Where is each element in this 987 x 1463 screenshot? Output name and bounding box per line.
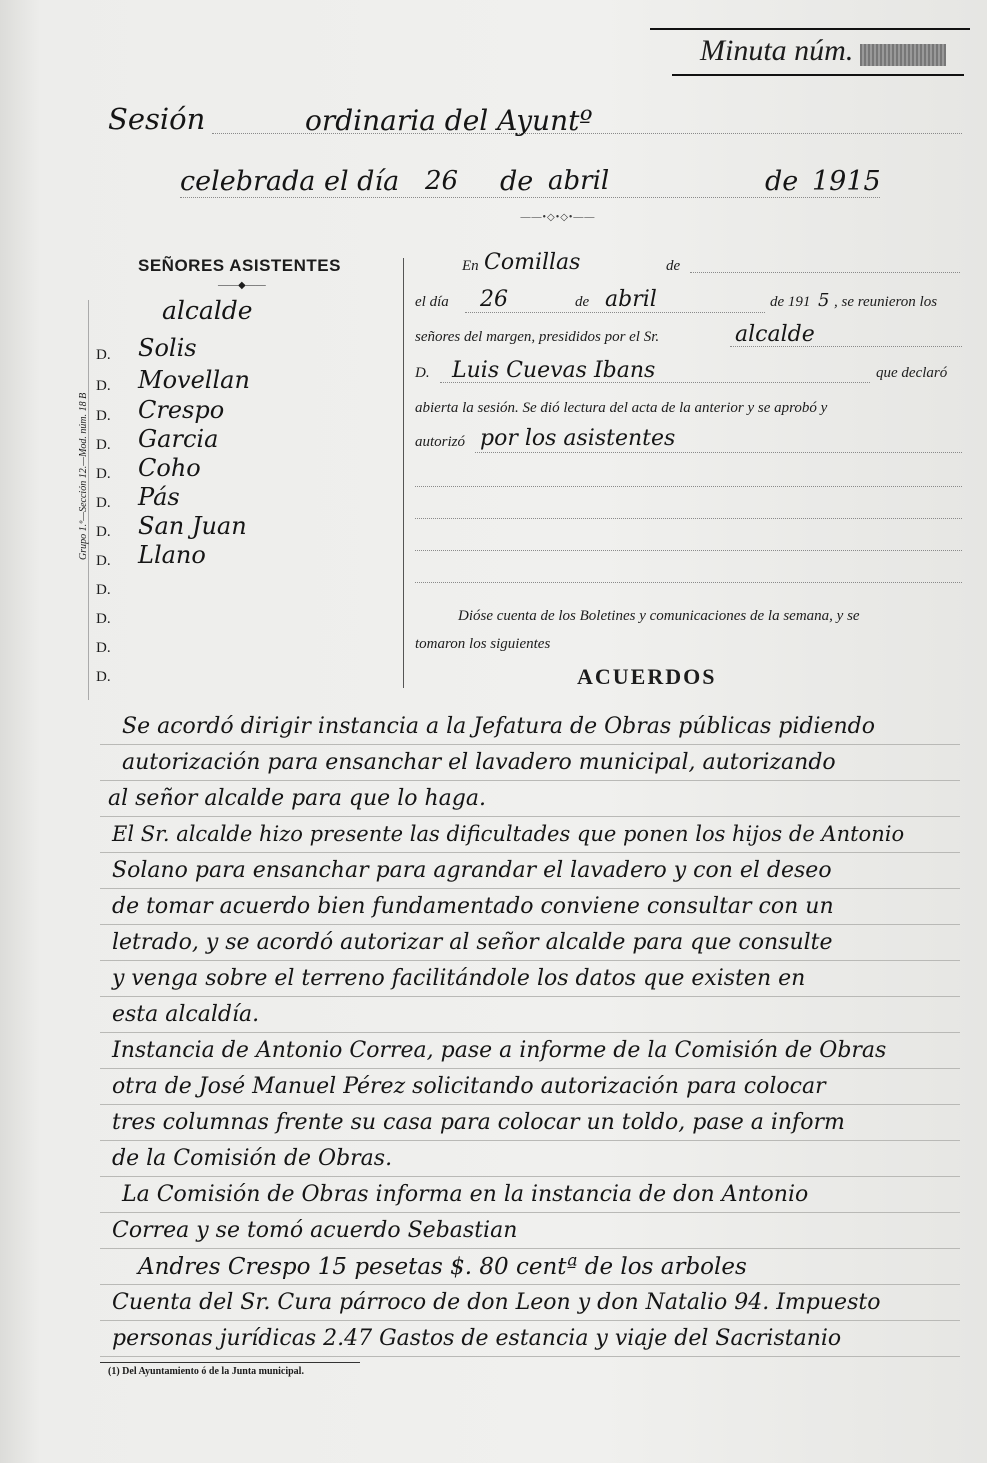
ruled-line bbox=[100, 1104, 960, 1105]
d-label: D. bbox=[96, 524, 111, 540]
d-label: D. bbox=[96, 669, 111, 685]
ruled-line bbox=[100, 1284, 960, 1285]
body-line: tres columnas frente su casa para colocar un toldo, pase a inform bbox=[112, 1110, 845, 1135]
title-tipo: ordinaria del Ayuntº bbox=[305, 104, 593, 137]
ruled-line bbox=[100, 1320, 960, 1321]
body-line: esta alcaldía. bbox=[112, 1002, 260, 1027]
body-line: Andres Crespo 15 pesetas $. 80 centª de los arboles bbox=[138, 1254, 747, 1280]
form-en: En bbox=[462, 258, 479, 274]
form-de-c: de 191 bbox=[770, 294, 811, 310]
form-dots bbox=[415, 518, 962, 519]
form-dots bbox=[690, 272, 960, 273]
form-dots bbox=[730, 346, 962, 347]
asistente-name: Crespo bbox=[138, 396, 225, 424]
body-line: letrado, y se acordó autorizar al señor alcalde para que consulte bbox=[112, 930, 833, 955]
title-anio: 1915 bbox=[812, 166, 881, 197]
ruled-line bbox=[100, 1212, 960, 1213]
d-label: D. bbox=[96, 466, 111, 482]
form-dots bbox=[415, 582, 962, 583]
form-declaro: que declaró bbox=[876, 365, 948, 381]
form-diose: Dióse cuenta de los Boletines y comunicaciones de la semana, y se bbox=[458, 608, 860, 624]
footnote-rule bbox=[100, 1362, 360, 1363]
form-abierta: abierta la sesión. Se dió lectura del acta de la anterior y se aprobó y bbox=[415, 400, 828, 416]
body-line: autorización para ensanchar el lavadero municipal, autorizando bbox=[122, 750, 836, 775]
d-label: D. bbox=[96, 347, 111, 363]
body-line: La Comisión de Obras informa en la instancia de don Antonio bbox=[122, 1182, 809, 1207]
ruled-line bbox=[100, 888, 960, 889]
body-line: Correa y se tomó acuerdo Sebastian bbox=[112, 1218, 518, 1243]
asistente-name: Llano bbox=[138, 541, 206, 569]
d-label: D. bbox=[96, 611, 111, 627]
ruled-line bbox=[100, 1356, 960, 1357]
title-sesion: Sesión bbox=[108, 102, 206, 136]
title-mes: abril bbox=[548, 166, 610, 196]
form-reunieron: , se reunieron los bbox=[834, 294, 938, 310]
asistente-name: Pás bbox=[138, 483, 180, 511]
asistentes-presidente: alcalde bbox=[162, 296, 253, 325]
side-model-text: Grupo 1.º—Sección 12.—Mod. núm. 18 B bbox=[78, 392, 89, 560]
form-dia: 26 bbox=[480, 287, 508, 312]
d-label: D. bbox=[96, 408, 111, 424]
body-line: personas jurídicas 2.47 Gastos de estancia y viaje del Sacristanio bbox=[112, 1326, 842, 1351]
d-label: D. bbox=[96, 495, 111, 511]
ruled-line bbox=[100, 1248, 960, 1249]
body-line: El Sr. alcalde hizo presente las dificultades que ponen los hijos de Antonio bbox=[112, 822, 905, 846]
title-de2: de bbox=[765, 166, 799, 197]
form-autorizo: autorizó bbox=[415, 434, 466, 450]
form-nombre: Luis Cuevas Ibans bbox=[452, 358, 656, 383]
d-label: D. bbox=[96, 553, 111, 569]
form-d: D. bbox=[415, 365, 430, 381]
ornament-divider: ——•◇•◇•—— bbox=[520, 212, 596, 223]
form-de-b: de bbox=[575, 294, 590, 310]
body-line: otra de José Manuel Pérez solicitando autorización para colocar bbox=[112, 1074, 826, 1099]
column-divider bbox=[403, 258, 404, 688]
form-mes: abril bbox=[605, 287, 657, 312]
ruled-line bbox=[100, 1140, 960, 1141]
body-line: Instancia de Antonio Correa, pase a informe de la Comisión de Obras bbox=[112, 1038, 887, 1063]
ruled-line bbox=[100, 852, 960, 853]
body-line: de tomar acuerdo bien fundamentado conviene consultar con un bbox=[112, 894, 834, 919]
body-line: Se acordó dirigir instancia a la Jefatura de Obras públicas pidiendo bbox=[122, 714, 875, 739]
minuta-number-box bbox=[860, 44, 946, 66]
minuta-label: Minuta núm. bbox=[700, 34, 854, 67]
body-line: Cuenta del Sr. Cura párroco de don Leon y don Natalio 94. Impuesto bbox=[112, 1290, 881, 1315]
title-dia: 26 bbox=[425, 166, 459, 196]
form-dots bbox=[475, 452, 962, 453]
ruled-line bbox=[100, 924, 960, 925]
body-line: y venga sobre el terreno facilitándole los datos que existen en bbox=[112, 966, 806, 991]
form-anio-digit: 5 bbox=[818, 290, 830, 311]
asistente-name: Coho bbox=[138, 454, 201, 482]
body-line: de la Comisión de Obras. bbox=[112, 1146, 393, 1171]
d-label: D. bbox=[96, 640, 111, 656]
form-dots bbox=[415, 550, 962, 551]
asistente-name: San Juan bbox=[138, 512, 247, 540]
footnote: (1) Del Ayuntamiento ó de la Junta municipal. bbox=[108, 1366, 304, 1377]
asistente-name: Movellan bbox=[138, 366, 250, 394]
body-line: Solano para ensanchar para agrandar el lavadero y con el deseo bbox=[112, 858, 832, 883]
minuta-underline bbox=[672, 74, 964, 76]
form-el-dia: el día bbox=[415, 294, 449, 310]
form-tomaron: tomaron los siguientes bbox=[415, 636, 551, 652]
ruled-line bbox=[100, 816, 960, 817]
form-dots bbox=[465, 312, 765, 313]
form-margen: señores del margen, presididos por el Sr. bbox=[415, 329, 660, 345]
asistente-name: Garcia bbox=[138, 425, 219, 453]
form-dots bbox=[415, 486, 962, 487]
title-de1: de bbox=[500, 166, 534, 197]
form-dots bbox=[440, 382, 870, 383]
ruled-line bbox=[100, 960, 960, 961]
ruled-line bbox=[100, 1176, 960, 1177]
form-autorizo-hw: por los asistentes bbox=[480, 426, 676, 451]
d-label: D. bbox=[96, 437, 111, 453]
ruled-line bbox=[100, 1068, 960, 1069]
ruled-line bbox=[100, 780, 960, 781]
d-label: D. bbox=[96, 582, 111, 598]
heading-flourish: ——◆—— bbox=[218, 280, 266, 291]
body-line: al señor alcalde para que lo haga. bbox=[108, 786, 486, 811]
asistentes-heading: SEÑORES ASISTENTES bbox=[138, 256, 341, 275]
ruled-line bbox=[100, 744, 960, 745]
title-celebrada: celebrada el día bbox=[180, 166, 400, 197]
ruled-line bbox=[100, 996, 960, 997]
ruled-line bbox=[100, 1032, 960, 1033]
form-presidente: alcalde bbox=[735, 322, 815, 347]
acuerdos-heading: ACUERDOS bbox=[577, 664, 717, 689]
asistente-name: Solis bbox=[138, 334, 197, 362]
form-de-a: de bbox=[666, 258, 681, 274]
form-lugar: Comillas bbox=[484, 250, 581, 275]
title-dots-2 bbox=[180, 197, 880, 198]
d-label: D. bbox=[96, 378, 111, 394]
